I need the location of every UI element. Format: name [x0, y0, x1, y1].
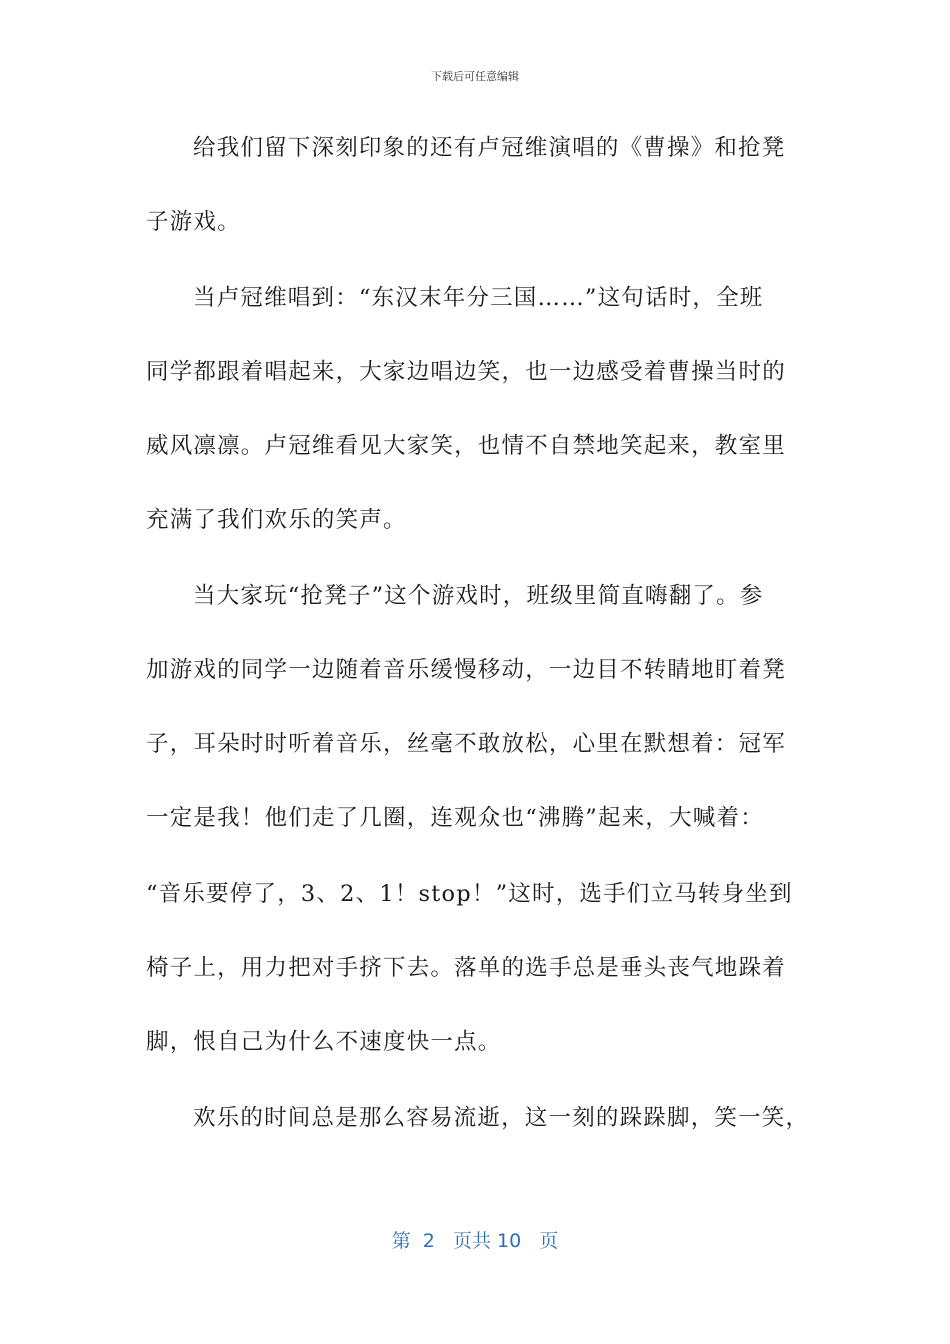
- text-line: 欢乐的时间总是那么容易流逝，这一刻的跺跺脚，笑一笑，: [193, 1105, 810, 1131]
- text-line: 脚，恨自己为什么不速度快一点。: [146, 1029, 502, 1055]
- text-line: 加游戏的同学一边随着音乐缓慢移动，一边目不转睛地盯着凳: [146, 657, 786, 683]
- text-line: 充满了我们欢乐的笑声。: [146, 507, 407, 533]
- text-line: 椅子上，用力把对手挤下去。落单的选手总是垂头丧气地跺着: [146, 955, 786, 981]
- text-line: 当卢冠维唱到：“东汉末年分三国……”这句话时，全班: [193, 285, 764, 311]
- text-line: 子游戏。: [146, 209, 241, 235]
- header-note: 下载后可任意编辑: [431, 70, 519, 83]
- text-line: 给我们留下深刻印象的还有卢冠维演唱的《曹操》和抢凳: [193, 135, 786, 161]
- text-line: “音乐要停了，3、2、1！stop！”这时，选手们立马转身坐到: [146, 881, 793, 907]
- page-number: 第 2 页共 10 页: [391, 1230, 559, 1252]
- text-line: 威风凛凛。卢冠维看见大家笑，也情不自禁地笑起来，教室里: [146, 433, 786, 459]
- text-line: 一定是我！他们走了几圈，连观众也“沸腾”起来，大喊着：: [146, 805, 764, 831]
- text-line: 当大家玩“抢凳子”这个游戏时，班级里简直嗨翻了。参: [193, 583, 764, 609]
- text-line: 子，耳朵时时听着音乐，丝毫不敢放松，心里在默想着：冠军: [146, 731, 786, 757]
- text-line: 同学都跟着唱起来，大家边唱边笑，也一边感受着曹操当时的: [146, 359, 786, 385]
